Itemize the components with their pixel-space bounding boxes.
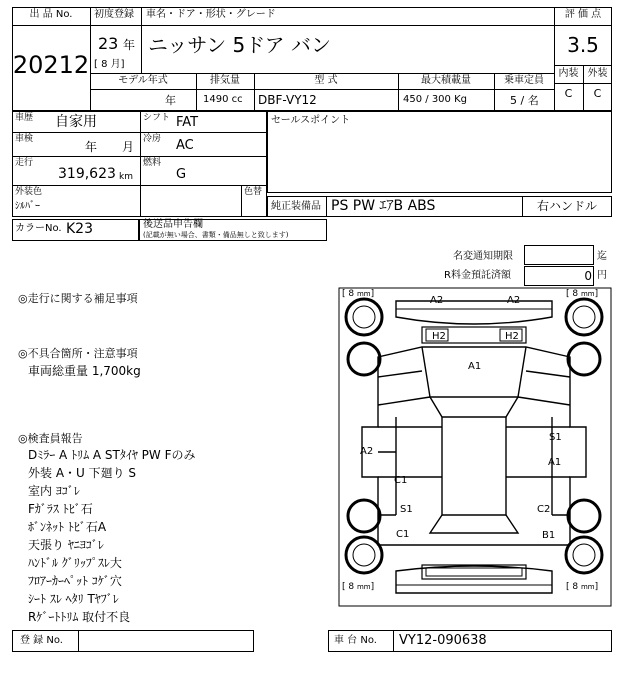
color-change-label: 色替 [244,187,263,197]
mileage-unit: km [119,172,133,182]
mileage-value: 319,623 [58,166,116,182]
capacity-value: 5 / 名 [510,94,539,107]
inspector-label: ◎検査員報告 [18,432,83,445]
first-reg-year-unit: 年 [123,38,136,52]
mark-c2-right: C2 [537,504,551,515]
mark-a1-right: A1 [548,457,562,468]
tire-label-fl: [ 8 mm] [342,289,375,299]
mark-a2-front-right: A2 [507,295,521,306]
model-year-label: モデル年式 [118,75,168,86]
tire-rear-left [346,537,382,573]
tire-rear-right [566,537,602,573]
inspector-line: ﾊﾝﾄﾞﾙ ｸﾞﾘｯﾌﾟｽﾚ大 [28,556,122,570]
shift-label: シフト [143,113,171,123]
mark-c1-left-lower: C1 [396,529,410,540]
mark-a1-hood: A1 [468,361,482,372]
name-change-unit: 迄 [597,251,607,262]
usage-label: 車歴 [15,113,34,123]
tire-left-side [348,343,380,375]
ac-value: AC [176,138,194,153]
chassis-label: 車 台 No. [334,635,377,646]
shift-value: FAT [176,115,199,130]
interior-grade: C [564,87,573,100]
inspection-month: 月 [122,140,135,154]
mark-b1-right: B1 [542,530,556,541]
exterior-label: 外装 [587,68,608,79]
fuel-label: 燃料 [143,158,162,168]
aftermarket-note: (記載が無い場合、書類・備品無しと致します) [143,231,289,239]
reg-no-label: 登 録 No. [20,635,63,646]
mark-h2-left: H2 [432,331,446,342]
mark-h2-right: H2 [505,331,519,342]
tire-label-fr: [ 8 mm] [566,289,599,299]
inspector-line: ﾎﾞﾝﾈｯﾄ ﾄﾋﾞ石A [28,520,107,534]
mileage-label: 走行 [15,158,34,168]
color-no-label: カラーNo. [15,223,62,234]
lot-number: 20212 [12,51,90,79]
mark-c1-left-upper: C1 [394,475,408,486]
type-label: 型 式 [314,75,338,86]
displacement-value: 1490 cc [203,94,243,105]
defects-label: ◎不具合箇所・注意事項 [18,347,138,360]
inspector-line: Rｹﾞｰﾄﾄﾘﾑ 取付不良 [28,610,131,624]
tire-front-left [346,299,382,335]
chassis-value: VY12-090638 [399,633,487,648]
vehicle-name: ニッサン 5ドア バン [148,33,332,57]
mark-s1-right: S1 [549,432,562,443]
equipment-value: PS PW ｴｱB ABS [331,198,436,214]
first-reg-year: 23 [98,34,119,53]
exterior-color-box [12,185,267,217]
inspector-line: ﾌﾛｱｰｶｰﾍﾟｯﾄ ｺｹﾞ穴 [28,574,122,588]
inspector-line: Dﾐﾗｰ A ﾄﾘﾑ A STﾀｲﾔ PW Fのみ [28,448,196,462]
grade-label: 評 価 点 [564,9,602,20]
exterior-color-label: 外装色 [15,187,43,197]
inspector-line: 室内 ﾖｺﾞﾚ [28,484,80,498]
name-change-field [524,245,594,265]
fuel-value: G [176,167,187,182]
mark-s1-left: S1 [400,504,413,515]
inspection-year: 年 [85,140,98,154]
inspector-line: 天張り ﾔﾆﾖｺﾞﾚ [28,538,104,552]
inspector-line: 外装 A・U 下廻り S [28,466,137,480]
grade-value: 3.5 [567,33,599,57]
aftermarket-label: 後送品申告欄 [143,219,203,230]
inspection-label: 車検 [15,134,34,144]
vehicle-label: 車名・ドア・形状・グレード [146,9,276,20]
model-year-unit: 年 [165,94,176,107]
equipment-label: 純正装備品 [271,201,321,212]
mark-a2-front-left: A2 [430,295,444,306]
usage-value: 自家用 [55,114,97,130]
exterior-grade: C [593,87,602,100]
car-damage-diagram [338,287,612,607]
defect-item: 車両総重量 1,700kg [28,364,141,378]
displacement-label: 排気量 [210,75,240,86]
tire-label-rl: [ 8 mm] [342,582,375,592]
color-no-value: K23 [66,221,93,237]
mark-a2-left-side: A2 [360,446,374,457]
recycle-label: R料金預託済額 [444,270,511,281]
tire-label-rr: [ 8 mm] [566,582,599,592]
inspector-line: ｼｰﾄ ｽﾚ ﾍﾀﾘ Tﾔﾌﾞﾚ [28,592,119,606]
inspector-line: Fｶﾞﾗｽ ﾄﾋﾞ石 [28,502,93,516]
type-value: DBF-VY12 [258,93,317,107]
interior-label: 内装 [558,68,579,79]
exterior-color-value: ｼﾙﾊﾞｰ [15,201,40,212]
ac-label: 冷房 [143,134,162,144]
lot-no-label: 出 品 No. [29,9,73,20]
tire-front-right [566,299,602,335]
selling-points-label: セールスポイント [271,115,351,126]
first-reg-month: [ 8 月] [94,59,125,70]
recycle-value: 0 [584,269,592,283]
recycle-unit: 円 [597,270,607,281]
max-load-value: 450 / 300 Kg [403,94,467,105]
steering-value: 右ハンドル [536,199,597,213]
driving-notes-label: ◎走行に関する補足事項 [18,292,138,305]
first-reg-label: 初度登録 [94,9,134,20]
capacity-label: 乗車定員 [504,75,544,86]
max-load-label: 最大積載量 [421,75,471,86]
name-change-label: 名変通知期限 [453,251,513,262]
